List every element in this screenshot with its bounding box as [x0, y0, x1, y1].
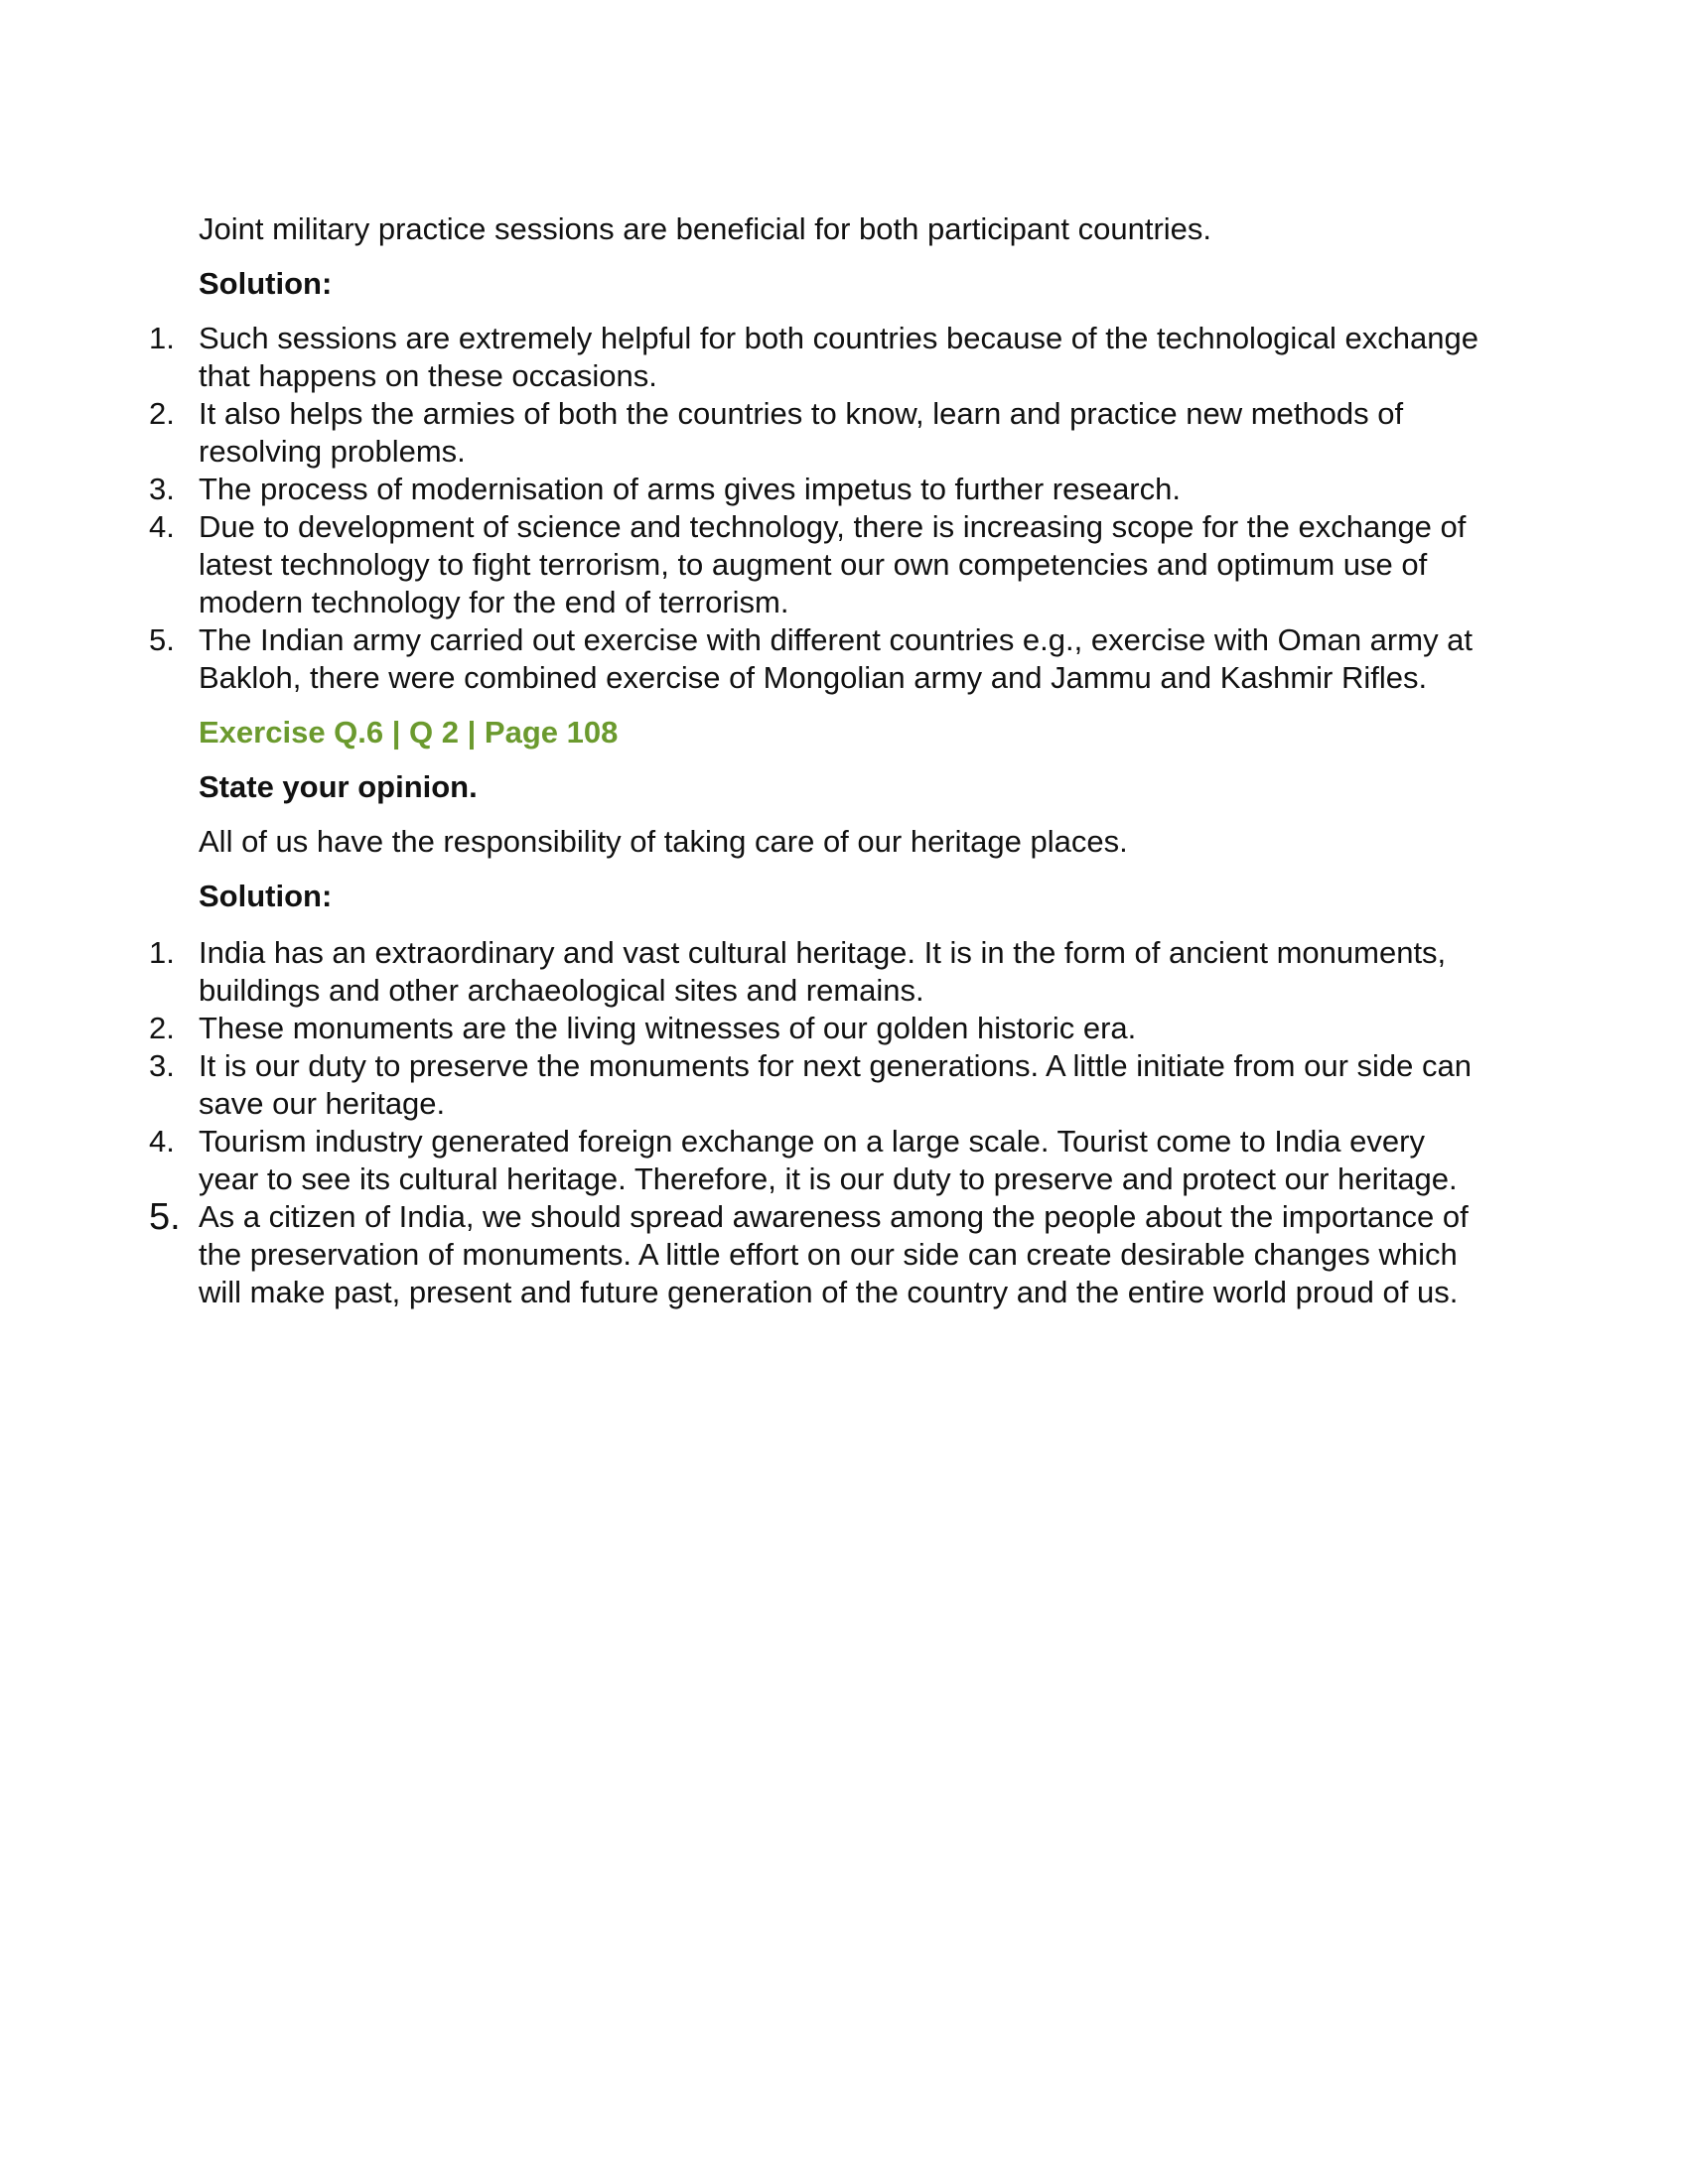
list-number: 1. — [149, 321, 175, 355]
list-number: 2. — [149, 396, 175, 431]
solution-label: Solution: — [199, 879, 333, 913]
list-number: 1. — [149, 935, 175, 970]
list-number: 3. — [149, 472, 175, 506]
list-item-text: Such sessions are extremely helpful for both countries because of the technological exchange that happens on these occasions. — [199, 321, 1478, 393]
list-item-text: It is our duty to preserve the monuments for next generations. A little initiate from our side can save our heritage. — [199, 1048, 1472, 1121]
list-number: 3. — [149, 1048, 175, 1083]
list-item — [149, 395, 1489, 471]
list-item — [149, 621, 1489, 697]
list-item-text: It also helps the armies of both the countries to know, learn and practice new methods of resolving problems. — [199, 396, 1404, 469]
list-item-text: India has an extraordinary and vast cultural heritage. It is in the form of ancient monuments, buildings and other archaeological sites and remains. — [199, 935, 1447, 1008]
statement-text: Joint military practice sessions are beneficial for both participant countries. — [199, 211, 1212, 246]
list-item-text: The Indian army carried out exercise with different countries e.g., exercise with Oman army at Bakloh, there were combined exercise of Mongolian army and Jammu and Kashmir Rifles. — [199, 622, 1474, 695]
list-item — [149, 1123, 1489, 1198]
list-item — [149, 471, 1489, 508]
exercise-heading: Exercise Q.6 | Q 2 | Page 108 — [199, 715, 619, 750]
solution-label: Solution: — [199, 266, 333, 301]
page-content — [149, 210, 1489, 1311]
list-item-text: The process of modernisation of arms gives impetus to further research. — [199, 472, 1181, 506]
list-number: 2. — [149, 1011, 175, 1045]
list-item-text: Due to development of science and technology, there is increasing scope for the exchange of latest technology to fight terrorism, to augment our own competencies and optimum use of modern technology for the end of terrorism. — [199, 509, 1467, 619]
statement-text: All of us have the responsibility of taking care of our heritage places. — [199, 824, 1128, 859]
list-number: 4. — [149, 509, 175, 544]
list-item — [149, 1047, 1489, 1123]
list-item — [149, 1010, 1489, 1047]
list-item-text: These monuments are the living witnesses of our golden historic era. — [199, 1011, 1137, 1045]
question-prompt: State your opinion. — [199, 769, 478, 804]
solution-list — [149, 320, 1489, 697]
solution-list — [149, 934, 1489, 1311]
list-item-text: Tourism industry generated foreign exchange on a large scale. Tourist come to India every year to see its cultural heritage. Therefore, it is our duty to preserve and protect our heritage. — [199, 1124, 1458, 1196]
list-item — [149, 320, 1489, 395]
list-item — [149, 508, 1489, 621]
list-item-text: As a citizen of India, we should spread awareness among the people about the importance of the preservation of monuments. A little effort on our side can create desirable changes which will make past, present and future generation of the country and the entire world proud of us. — [199, 1199, 1469, 1309]
list-item — [149, 934, 1489, 1010]
list-number: 5. — [149, 1196, 181, 1238]
list-number: 5. — [149, 622, 175, 657]
list-number: 4. — [149, 1124, 175, 1159]
list-item — [149, 1198, 1489, 1311]
